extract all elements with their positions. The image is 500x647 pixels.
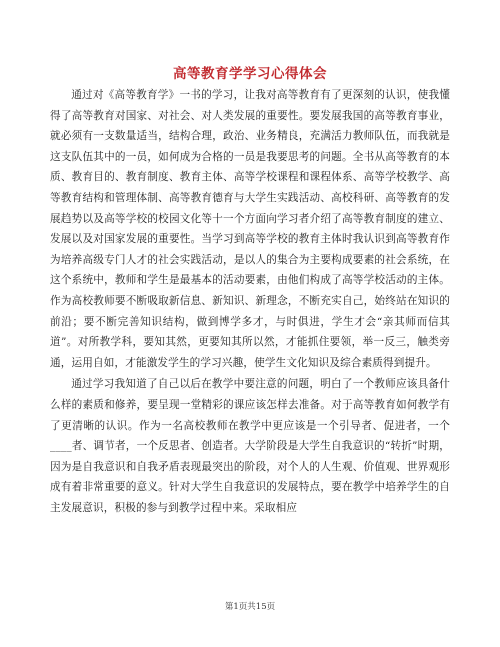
document-title: 高等教育学学习心得体会 [173,66,327,82]
paragraph-2: 通过学习我知道了自己以后在教学中要注意的问题，明白了一个教师应该具备什么样的素质和修养，要呈现一堂精彩的课应该怎样去准备。对于高等教育如何教学有了更清晰的认识。作为一名高校教师在教学中更应该是一个引导者、促进者，一个____者、调节者，一个反思者、创造者。大学阶段是大学生自我意识的“转折”时期，因为是自我意识和自我矛盾表现最突出的阶段，对个人的人生观、价值观、世界观形成有着非常重要的意义。针对大学生自我意识的发展特点，要在教学中培养学生的自主发展意识，积极的参与到教学过程中来。采取相应 [50,378,450,514]
document-body [50,85,450,518]
paragraph-1: 通过对《高等教育学》一书的学习，让我对高等教育有了更深刻的认识，使我懂得了高等教育对国家、对社会、对人类发展的重要性。要发展我国的高等教育事业，就必须有一支数量适当，结构合理，政治、业务精良，充满活力教师队伍，而我就是这支队伍其中的一员，如何成为合格的一员是我要思考的问题。全书从高等教育的本质、教育目的、教育制度、教育主体、高等学校课程和课程体系、高等学校教学、高等教育结构和管理体制、高等教育德育与大学生实践活动、高校科研、高等教育的发展趋势以及高等学校的校园文化等十一个方面向学习者介绍了高等教育制度的建立、发展以及对国家发展的重要性。当学习到高等学校的教育主体时我认识到高等教育作为培养高级专门人才的社会实践活动，是以人的集合为主要构成要素的社会系统，在这个系统中，教师和学生是最基本的活动要素，由他们构成了高等学校活动的主体。作为高校教师要不断吸取新信息、新知识、新理念，不断充实自己，始终站在知识的前沿；要不断完善知识结构，做到博学多才，与时俱进，学生才会“亲其师而信其道”。对所教学科，要知其然，更要知其所以然，才能抓住要领，举一反三，触类旁通，运用自如，才能激发学生的学习兴趣，使学生文化知识及综合素质得到提升。 [50,89,450,369]
page-number-footer: 第1页共15页 [224,602,276,612]
